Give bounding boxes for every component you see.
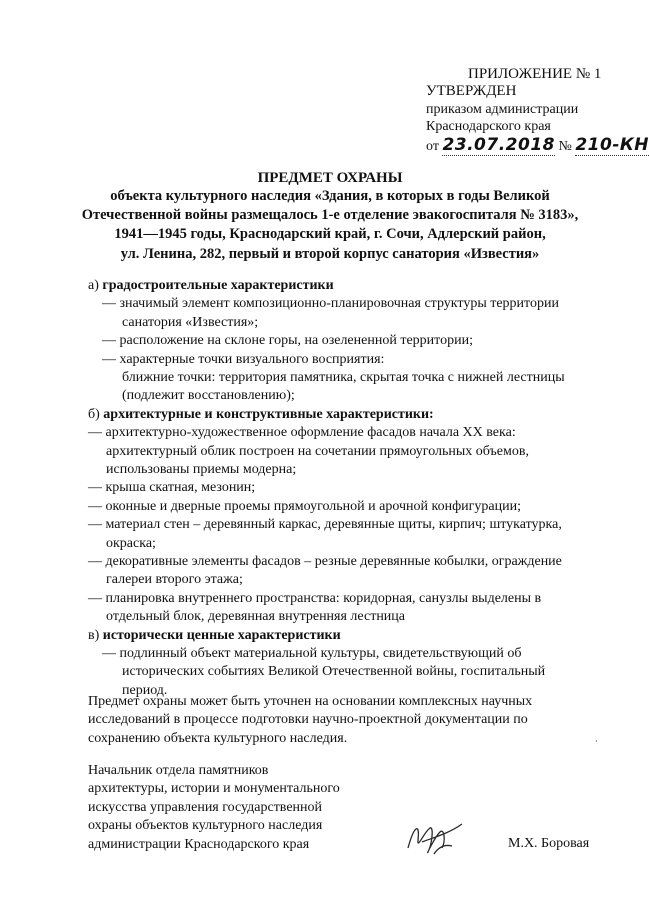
list-item: — оконные и дверные проемы прямоугольной и арочной конфигурации;: [88, 498, 521, 514]
note-line: Предмет охраны может быть уточнен на основании комплексных научных: [88, 694, 533, 709]
order-date: 23.07.2018: [442, 135, 555, 155]
section-heading: [88, 406, 434, 423]
order-line-2: Краснодарского края: [426, 119, 551, 134]
section-title: исторически ценные характеристики: [102, 627, 341, 643]
list-item: — подлинный объект материальной культуры, свидетельствующий об: [102, 646, 522, 661]
list-item: — расположение на склоне горы, на озелененной территории;: [102, 333, 473, 349]
number-prefix: №: [558, 139, 572, 154]
document-title: ПРЕДМЕТ ОХРАНЫ: [257, 170, 403, 186]
list-item-continuation: период.: [122, 682, 168, 698]
list-item-continuation: окраска;: [106, 535, 156, 551]
signature-position-line: архитектуры, истории и монументального: [88, 781, 340, 797]
section-label: в): [88, 627, 103, 643]
list-item: — крыша скатная, мезонин;: [88, 480, 256, 496]
appendix-label: ПРИЛОЖЕНИЕ № 1: [468, 66, 602, 82]
section-heading: [88, 627, 341, 644]
section-label: б): [88, 406, 104, 422]
list-item-continuation: галереи второго этажа;: [106, 572, 243, 588]
list-item-continuation: санатория «Известия»;: [122, 314, 259, 330]
signatory-name: М.Х. Боровая: [508, 836, 590, 851]
section-title: архитектурные и конструктивные характеристики:: [103, 406, 434, 422]
title-line: 1941—1945 годы, Краснодарский край, г. Сочи, Адлерский район,: [114, 226, 546, 243]
signature-position-line: охраны объектов культурного наследия: [88, 818, 323, 834]
list-item: — архитектурно-художественное оформление фасадов начала XX века:: [88, 425, 516, 441]
list-item: — планировка внутреннего пространства: коридорная, санузлы выделены в: [88, 590, 542, 606]
list-item: — декоративные элементы фасадов – резные деревянные кобылки, ограждение: [88, 554, 562, 569]
list-item-continuation: (подлежит восстановлению);: [122, 388, 295, 404]
section-label: а): [88, 278, 103, 293]
order-line-1: приказом администрации: [426, 102, 579, 117]
list-item-continuation: архитектурный облик построен на сочетании прямоугольных объемов,: [106, 443, 529, 459]
title-line: объекта культурного наследия «Здания, в которых в годы Великой: [110, 188, 550, 204]
order-number: 210-КН: [575, 135, 649, 155]
section-heading: [88, 277, 334, 294]
title-line: ул. Ленина, 282, первый и второй корпус санатория «Известия»: [120, 245, 540, 262]
list-item: — характерные точки визуального восприятия:: [102, 351, 385, 367]
note-line: сохранению объекта культурного наследия.: [88, 730, 348, 746]
list-item-continuation: отдельный блок, деревянная внутренняя лестница: [106, 609, 406, 625]
signature-position-line: Начальник отдела памятников: [88, 763, 269, 778]
scan-mark: [596, 740, 597, 742]
approved-label: УТВЕРЖДЕН: [426, 83, 517, 99]
signature-position-line: искусства управления государственной: [88, 799, 323, 815]
list-item-continuation: исторических событиях Великой Отечественной войны, госпитальный: [122, 664, 546, 680]
handwritten-signature: [404, 818, 466, 860]
section-title: градостроительные характеристики: [102, 278, 334, 293]
list-item: — значимый элемент композиционно-планировочная структуры территории: [102, 296, 559, 312]
list-item-continuation: использованы приемы модерна;: [106, 462, 297, 477]
from-prefix: от: [426, 139, 439, 154]
note-line: исследований в процессе подготовки научно-проектной документации по: [88, 712, 528, 728]
list-item-continuation: ближние точки: территория памятника, скрытая точка с нижней лестницы: [122, 370, 565, 385]
title-line: Отечественной войны размещалось 1-е отделение эвакогоспиталя № 3183»,: [81, 207, 579, 224]
list-item: — материал стен – деревянный каркас, деревянные щиты, кирпич; штукатурка,: [88, 517, 562, 533]
signature-position-line: администрации Краснодарского края: [88, 836, 310, 852]
order-date-number: [426, 135, 649, 155]
